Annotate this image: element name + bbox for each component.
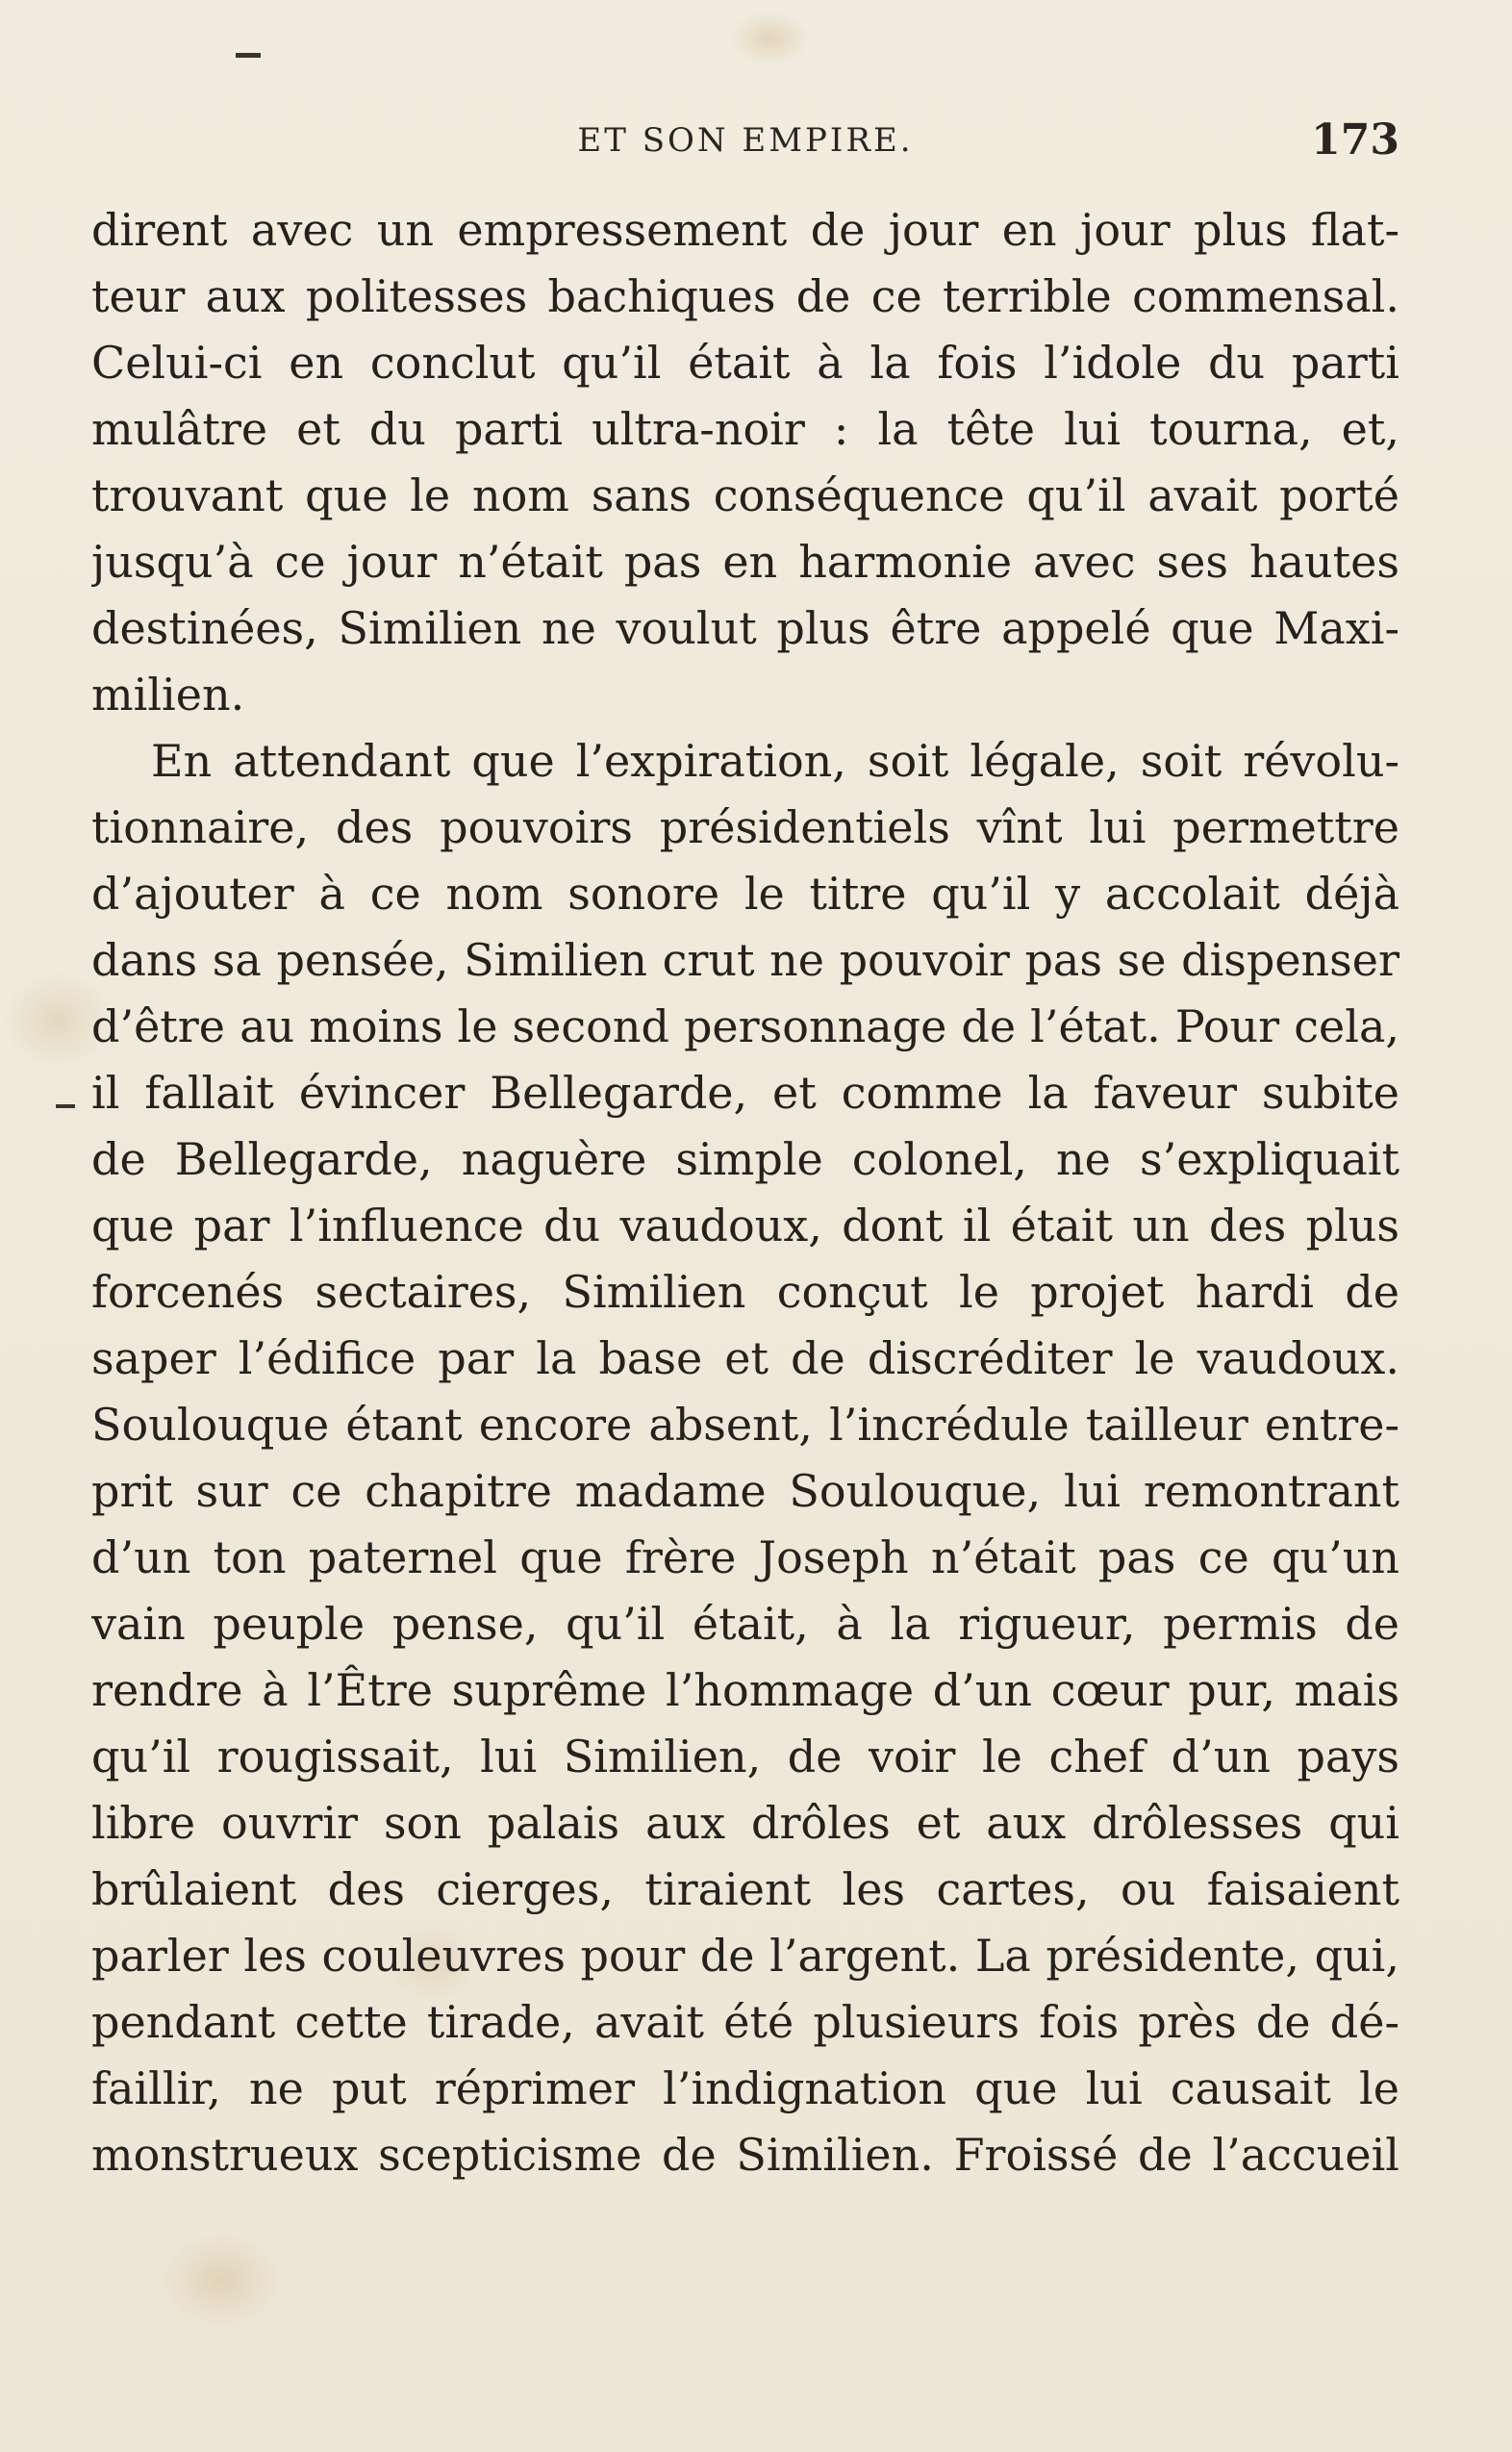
ink-mark bbox=[236, 53, 261, 58]
text-line: vain peuple pense, qu’il était, à la rigueur, permis de bbox=[91, 1598, 1399, 1650]
body-text bbox=[91, 197, 1399, 2188]
page-number: 173 bbox=[1311, 115, 1399, 164]
text-line: parler les couleuvres pour de l’argent. La présidente, qui, bbox=[91, 1930, 1399, 1982]
text-line: faillir, ne put réprimer l’indignation que lui causait le bbox=[91, 2062, 1399, 2114]
text-line: Soulouque étant encore absent, l’incrédule tailleur entre- bbox=[91, 1399, 1399, 1451]
text-line: prit sur ce chapitre madame Soulouque, lui remontrant bbox=[91, 1465, 1399, 1517]
text-line: d’un ton paternel que frère Joseph n’était pas ce qu’un bbox=[91, 1531, 1399, 1583]
text-line: dans sa pensée, Similien crut ne pouvoir pas se dispenser bbox=[91, 934, 1399, 986]
text-line: rendre à l’Être suprême l’hommage d’un cœur pur, mais bbox=[91, 1664, 1399, 1716]
text-line: dirent avec un empressement de jour en jour plus flat- bbox=[91, 204, 1399, 256]
text-line: pendant cette tirade, avait été plusieurs fois près de dé- bbox=[91, 1996, 1399, 2048]
running-title: ET SON EMPIRE. bbox=[577, 121, 914, 160]
text-line: teur aux politesses bachiques de ce terrible commensal. bbox=[91, 270, 1399, 322]
text-line: En attendant que l’expiration, soit légale, soit révolu- bbox=[151, 735, 1399, 787]
text-line: d’être au moins le second personnage de l’état. Pour cela, bbox=[91, 1000, 1399, 1052]
text-line: que par l’influence du vaudoux, dont il était un des plus bbox=[91, 1200, 1399, 1251]
text-line: qu’il rougissait, lui Similien, de voir le chef d’un pays bbox=[91, 1731, 1399, 1782]
text-line: monstrueux scepticisme de Similien. Froissé de l’accueil bbox=[91, 2129, 1399, 2181]
text-line: jusqu’à ce jour n’était pas en harmonie avec ses hautes bbox=[91, 536, 1399, 588]
text-line: milien. bbox=[91, 669, 245, 720]
text-line: forcenés sectaires, Similien conçut le projet hardi de bbox=[91, 1266, 1399, 1318]
page-header bbox=[91, 115, 1399, 173]
text-line: de Bellegarde, naguère simple colonel, ne s’expliquait bbox=[91, 1133, 1399, 1185]
text-line: brûlaient des cierges, tiraient les cartes, ou faisaient bbox=[91, 1863, 1399, 1915]
text-line: mulâtre et du parti ultra-noir : la tête lui tourna, et, bbox=[91, 403, 1399, 455]
text-line: trouvant que le nom sans conséquence qu’il avait porté bbox=[91, 469, 1399, 521]
text-line: libre ouvrir son palais aux drôles et aux drôlesses qui bbox=[91, 1797, 1399, 1849]
margin-ink-mark bbox=[56, 1104, 75, 1108]
text-line: il fallait évincer Bellegarde, et comme la faveur subite bbox=[91, 1067, 1399, 1119]
text-line: tionnaire, des pouvoirs présidentiels vînt lui permettre bbox=[91, 801, 1399, 853]
text-line: saper l’édifice par la base et de discréditer le vaudoux. bbox=[91, 1332, 1399, 1384]
text-line: Celui-ci en conclut qu’il était à la fois l’idole du parti bbox=[91, 337, 1399, 389]
text-line: d’ajouter à ce nom sonore le titre qu’il y accolait déjà bbox=[91, 868, 1399, 920]
text-line: destinées, Similien ne voulut plus être appelé que Maxi- bbox=[91, 602, 1399, 654]
